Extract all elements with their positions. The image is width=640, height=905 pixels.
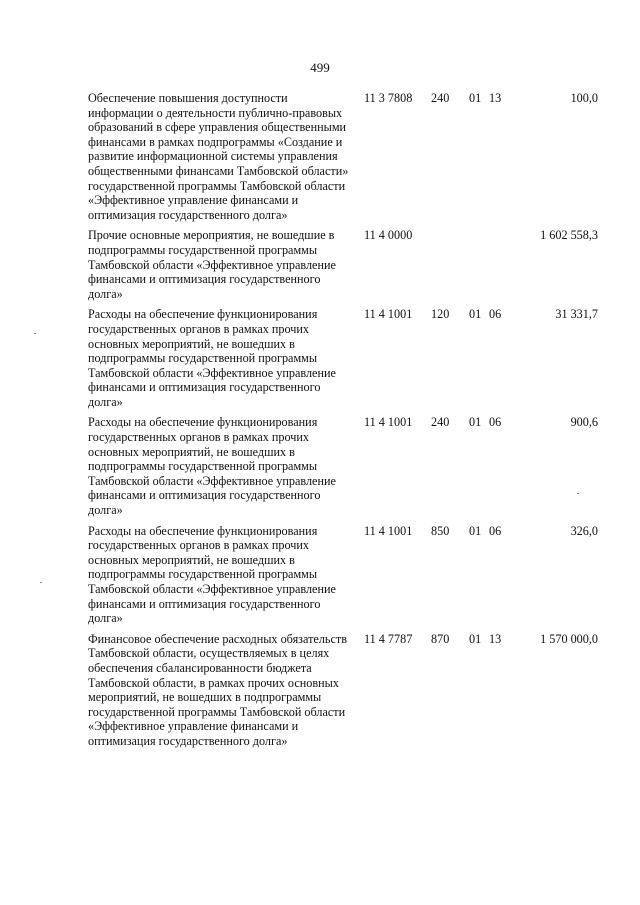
table-row: [88, 307, 604, 415]
subsection-code: 13: [489, 631, 502, 646]
item-name: Расходы на обеспечение функционирования государственных органов в рамках прочих основных мероприятий, не вошедших в подпрограммы государственной программы Тамбовской области «Эффективное управление финансами и оптимизация государственного долга»: [88, 307, 336, 409]
page-number: 499: [310, 60, 330, 75]
target-article-code: 11 4 7787: [364, 631, 413, 646]
amount-value: 326,0: [570, 523, 598, 538]
table-row: [88, 524, 604, 632]
subsection-code: 06: [489, 307, 502, 322]
subsection-code: 06: [489, 523, 502, 538]
table-row: [88, 632, 604, 755]
expense-type-code: 850: [431, 523, 450, 538]
table-row: [88, 228, 604, 307]
scan-speck: [577, 493, 579, 494]
subsection-code: 13: [489, 91, 502, 105]
section-code: 01: [469, 631, 482, 646]
amount-value: 900,6: [570, 415, 598, 430]
section-code: 01: [469, 91, 482, 105]
subsection-code: 06: [489, 415, 502, 430]
item-name: Расходы на обеспечение функционирования государственных органов в рамках прочих основных мероприятий, не вошедших в подпрограммы государственной программы Тамбовской области «Эффективное управление финансами и оптимизация государственного долга»: [88, 415, 336, 518]
scan-speck: [34, 333, 36, 334]
expense-type-code: 240: [431, 415, 450, 430]
expense-type-code: 240: [431, 91, 450, 105]
budget-table: [88, 91, 604, 755]
amount-value: 100,0: [570, 91, 598, 105]
item-name: Финансовое обеспечение расходных обязательств Тамбовской области, осуществляемых в целях обеспечения сбалансированности бюджета Тамбовской области, в рамках прочих основных мероприятий, не вошедших в подпрограммы государственной программы Тамбовской области «Эффективное управление финансами и оптимизация государственного долга»: [88, 631, 347, 748]
section-code: 01: [469, 415, 482, 430]
amount-value: 1 570 000,0: [540, 631, 598, 646]
section-code: 01: [469, 523, 482, 538]
expense-type-code: 870: [431, 631, 450, 646]
table-row: [88, 415, 604, 523]
target-article-code: 11 4 0000: [364, 228, 413, 243]
item-name: Обеспечение повышения доступности информации о деятельности публично-правовых образований в сфере управления общественными финансами в рамках подпрограммы «Создание и развитие информационной системы управления общественными финансами Тамбовской области» государственной программы Тамбовской области «Эффективное управление финансами и оптимизация государственного долга»: [88, 91, 349, 222]
item-name: Прочие основные мероприятия, не вошедшие в подпрограммы государственной программы Тамбовской области «Эффективное управление финансами и оптимизация государственного долга»: [88, 228, 336, 301]
section-code: 01: [469, 307, 482, 322]
target-article-code: 11 4 1001: [364, 307, 413, 322]
expense-type-code: 120: [431, 307, 450, 322]
target-article-code: 11 4 1001: [364, 523, 413, 538]
amount-value: 1 602 558,3: [540, 228, 598, 243]
target-article-code: 11 3 7808: [364, 91, 413, 105]
item-name: Расходы на обеспечение функционирования государственных органов в рамках прочих основных мероприятий, не вошедших в подпрограммы государственной программы Тамбовской области «Эффективное управление финансами и оптимизация государственного долга»: [88, 523, 336, 626]
amount-value: 31 331,7: [555, 307, 598, 322]
table-row: [88, 91, 604, 228]
scan-speck: [40, 582, 42, 583]
target-article-code: 11 4 1001: [364, 415, 413, 430]
